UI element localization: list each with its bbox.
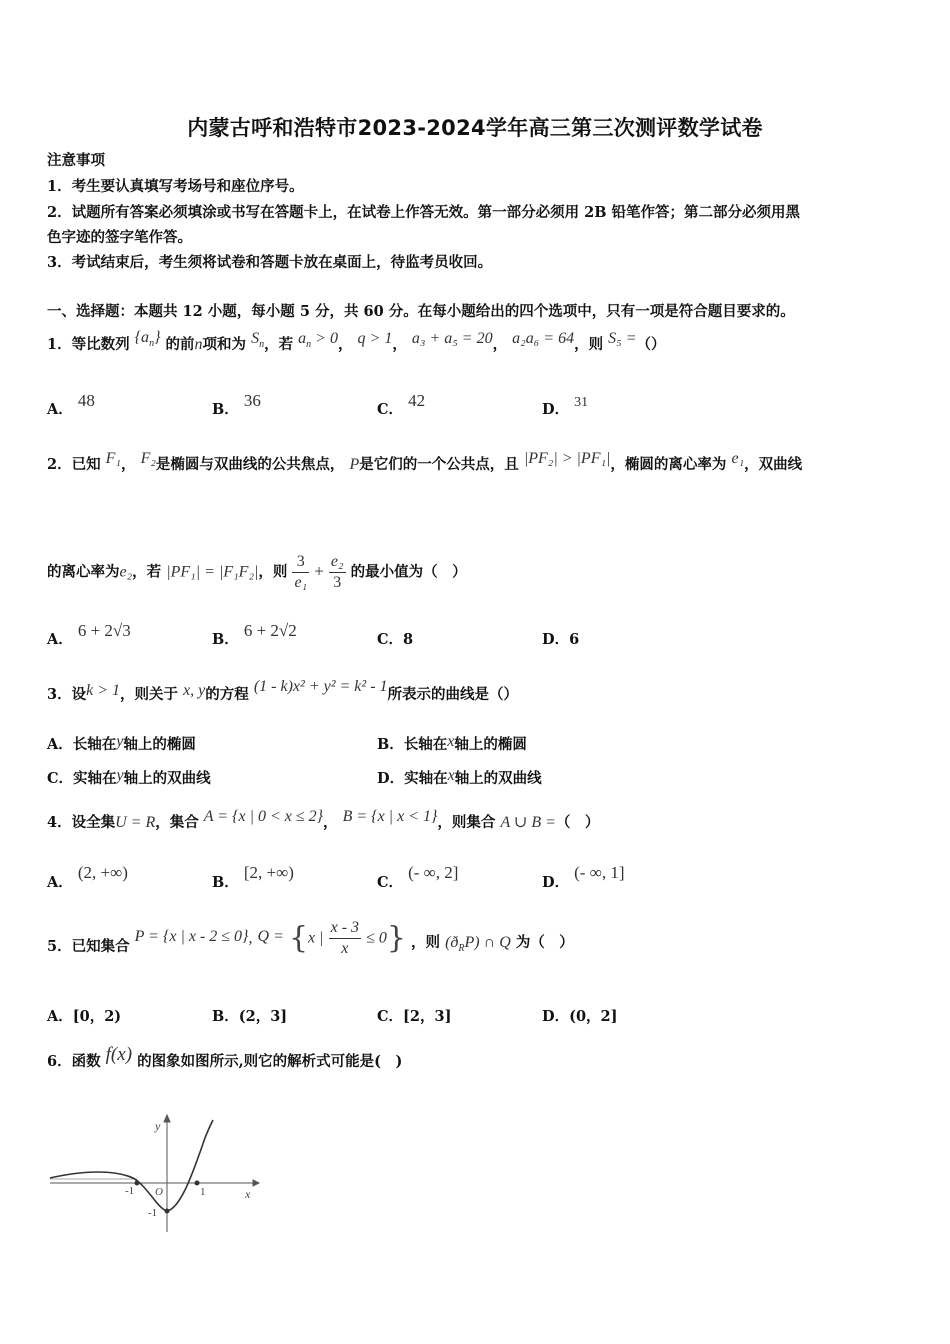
q2-option-c[interactable]: C．8 [377, 631, 414, 648]
q3-option-d[interactable]: D．实轴在x轴上的双曲线 [377, 767, 542, 787]
notice-item-2: 2．试题所有答案必须填涂或书写在答题卡上，在试卷上作答无效。第一部分必须用 2B 铅笔作答；第二部分必须用黑 [47, 204, 801, 221]
x-axis-arrow [253, 1180, 259, 1186]
q6-function-graph [45, 1110, 265, 1240]
q2-frac-2: $\frac{\text{e₂}}{3}$ [330, 553, 344, 591]
q5-option-c[interactable]: C．[2，3] [377, 1008, 452, 1025]
question-5: 5．已知集合 P = {x | x - 2 ≤ 0}, Q = {x | $\frac{x - 3}{x}$ ≤ 0} ，则 $(ð_RP)$ ∩ Q 为（ ） [47, 919, 574, 957]
q1-option-a[interactable]: A． 48 [47, 391, 95, 418]
q2-option-d[interactable]: D．6 [542, 631, 580, 648]
q1-option-c[interactable]: C． 42 [377, 391, 426, 418]
point-y-neg1 [165, 1209, 170, 1214]
question-2: 2．已知 F₁， F₂是椭圆与双曲线的公共焦点， P是它们的一个公共点，且 |PF₂| > |PF₁|，椭圆的离心率为 e₁，双曲线 [47, 450, 803, 473]
section-heading: 一、选择题：本题共 12 小题，每小题 5 分，共 60 分。在每小题给出的四个选项中，只有一项是符合题目要求的。 [47, 303, 795, 320]
q5-option-a[interactable]: A．[0，2) [47, 1008, 122, 1025]
tick-y-neg1: -1 [148, 1207, 158, 1219]
q3-option-b[interactable]: B．长轴在x轴上的椭圆 [377, 733, 527, 753]
q5-option-b[interactable]: B．(2，3] [212, 1008, 288, 1025]
q1-seq: $\{a_n\}$ [134, 329, 161, 350]
q5-frac: $\frac{x - 3}{x}$ [330, 919, 360, 957]
x-label: x [245, 1187, 251, 1201]
q1-option-b[interactable]: B． 36 [212, 391, 261, 418]
q2-frac-1: $\frac{3}{\text{e₁}}$ [294, 553, 308, 591]
y-axis-arrow [164, 1115, 170, 1122]
tick-neg1: -1 [125, 1185, 135, 1197]
q4-option-a[interactable]: A． (2, +∞) [47, 863, 128, 891]
q2-option-b[interactable]: B． 6 + 2√2 [212, 621, 297, 648]
y-label: y [155, 1119, 161, 1133]
question-1: 1．等比数列 $\{a_n\}$ 的前n项和为 $S_n$，若 $a_n > 0$， q > 1， a₃ + a₅ = 20， a₂a₆ = 64，则 S₅ =（） [47, 329, 666, 353]
question-2-cont: 的离心率为e₂，若 |PF₁| = |F₁F₂|，则 $\frac{3}{\text{e₁}}$ + $\frac{\text{e₂}}{3}$ 的最小值为（ ） [47, 553, 467, 591]
question-6: 6．函数 f(x) 的图象如图所示,则它的解析式可能是( ) [47, 1044, 403, 1070]
q3-option-a[interactable]: A．长轴在y轴上的椭圆 [47, 733, 196, 753]
q2-option-a[interactable]: A． 6 + 2√3 [47, 621, 131, 648]
notice-heading: 注意事项 [47, 152, 105, 169]
tick-1: 1 [200, 1186, 206, 1198]
notice-item-1: 1．考生要认真填写考场号和座位序号。 [47, 178, 304, 195]
notice-item-3: 3．考试结束后，考生须将试卷和答题卡放在桌面上，待监考员收回。 [47, 254, 493, 271]
q1-option-d[interactable]: D． 31 [542, 395, 589, 418]
question-3: 3．设k > 1，则关于 x, y的方程 (1 - k)x² + y² = k² - 1所表示的曲线是（） [47, 678, 519, 703]
point-neg1 [135, 1181, 140, 1186]
point-1 [195, 1181, 200, 1186]
function-curve [50, 1120, 213, 1211]
notice-item-2-cont: 色字迹的签字笔作答。 [47, 229, 192, 246]
q4-option-c[interactable]: C． (- ∞, 2] [377, 863, 459, 891]
q5-option-d[interactable]: D．(0，2] [542, 1008, 618, 1025]
q4-option-b[interactable]: B． [2, +∞) [212, 863, 294, 891]
question-4: 4．设全集U = R，集合 A = {x | 0 < x ≤ 2}， B = {x | x < 1}，则集合 A ∪ B =（ ） [47, 808, 600, 831]
q3-option-c[interactable]: C．实轴在y轴上的双曲线 [47, 767, 211, 787]
page-title: 内蒙古呼和浩特市2023-2024学年高三第三次测评数学试卷 [187, 116, 763, 140]
origin-label: O [155, 1186, 163, 1198]
q4-option-d[interactable]: D． (- ∞, 1] [542, 863, 625, 891]
